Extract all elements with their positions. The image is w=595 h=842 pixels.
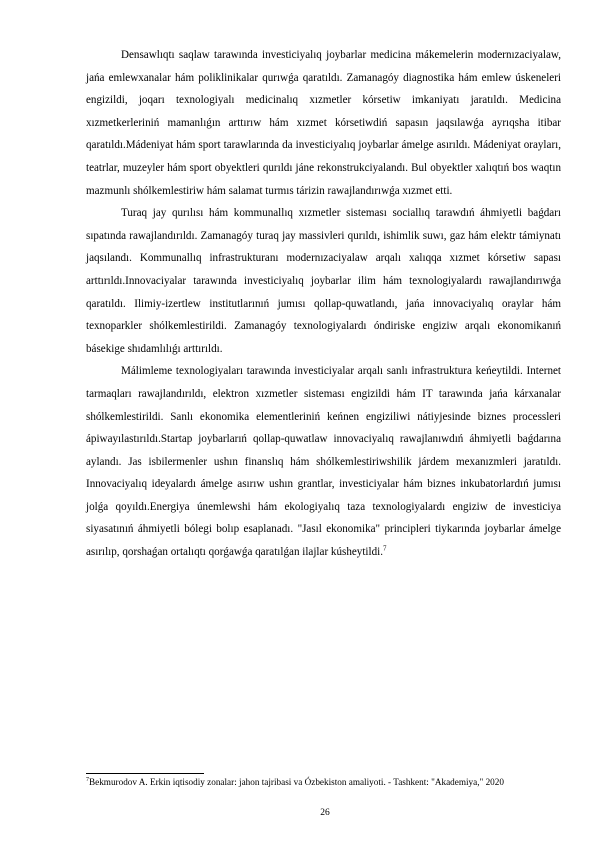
paragraph-2: Turaq jay qurılısı hám kommunallıq xızmetler sisteması sociallıq tarawdıń áhmiyetli baǵdarı sıpatında rawajlandırıldı. Zamanagóy turaq jay massivleri qurıldı, ishimlik suwı, gaz hám elektr támiynatı jaqsılandı. Kommunallıq infrastrukturanı modernızaciyalaw arqalı xalıqqa xızmet kórsetiw sapası arttırıldı.Innovaciyalar tarawında investiciyalıq joybarlar ilim hám texnologiyalardı rawajlandırıwǵa qaratıldı. Ilimiy-izertlew institutlarınıń jumısı qollap-quwatlandı, jańa innovaciyalıq oraylar hám texnoparkler shólkemlestirildi. Zamanagóy texnologiyalardı óndiriske engiziw arqalı ekonomikanıń básekige shıdamlılıǵı arttırıldı. xyxy=(86,207,561,355)
footnote xyxy=(86,777,561,788)
paragraph-1: Densawlıqtı saqlaw tarawında investiciyalıq joybarlar medicina mákemelerin modernızaciyalaw, jańa emlewxanalar hám poliklinikalar qurıwǵa qaratıldı. Zamanagóy diagnostika hám emlew úskeneleri engizildi, joqarı texnologiyalı medicinalıq xızmetler kórsetiw imkaniyatı jaratıldı. Medicina xızmetkerleriniń mamanlıǵın arttırıw hám xızmet kórsetiwdiń sapasın jaqsılawǵa ayrıqsha itibar qaratıldı.Mádeniyat hám sport tarawlarında da investiciyalıq joybarlar ámelge asırıldı. Mádeniyat orayları, teatrlar, muzeyler hám sport obyektleri qurıldı jáne rekonstrukciyalandı. Bul obyektler xalıqtıń bos waqtın mazmunlı shólkemlestiriw hám salamat turmıs tárizin rawajlandırıwǵa xızmet etti. xyxy=(86,49,561,197)
page-number: 26 xyxy=(320,808,330,818)
footnote-divider xyxy=(86,773,204,774)
footnote-marker: 7 xyxy=(86,776,89,783)
body-text xyxy=(86,44,561,564)
footnote-reference[interactable]: 7 xyxy=(383,544,387,553)
paragraph-3-text: Málimleme texnologiyaları tarawında investiciyalar arqalı sanlı infrastruktura keńeytildi. Internet tarmaqları rawajlandırıldı, elektron xızmetler sisteması engizildi hám IT tarawında jańa kárxanalar shólkemlestirildi. Sanlı ekonomika elementleriniń keńnen engiziliwi nátiyjesinde biznes processleri ápiwayılastırıldı.Startap joybarlarıń qollap-quwatlaw innovaciyalıq rawajlanıwdıń áhmiyetli baǵdarına aylandı. Jas isbilermenler ushın finanslıq hám shólkemlestiriwshilik járdem mexanızmleri jaratıldı. Innovaciyalıq ideyalardı ámelge asırıw ushın grantlar, investiciyalar hám biznes inkubatorlardıń jumısı jolǵa qoyıldı.Energiya únemlewshi hám ekologiyalıq taza texnologiyalardı engiziw de investiciya siyasatınıń áhmiyetli bólegi bolıp esaplanadı. "Jasıl ekonomika" principleri tiykarında joybarlar ámelge asırılıp, qorshaǵan ortalıqtı qorǵawǵa qaratılǵan ilajlar kúsheytildi. xyxy=(86,365,561,559)
paragraph-3 xyxy=(86,360,561,563)
footnote-text: Bekmurodov A. Erkin iqtisodiy zonalar: jahon tajribasi va Ózbekiston amaliyoti. - Tashkent: "Akademiya," 2020 xyxy=(89,777,504,787)
